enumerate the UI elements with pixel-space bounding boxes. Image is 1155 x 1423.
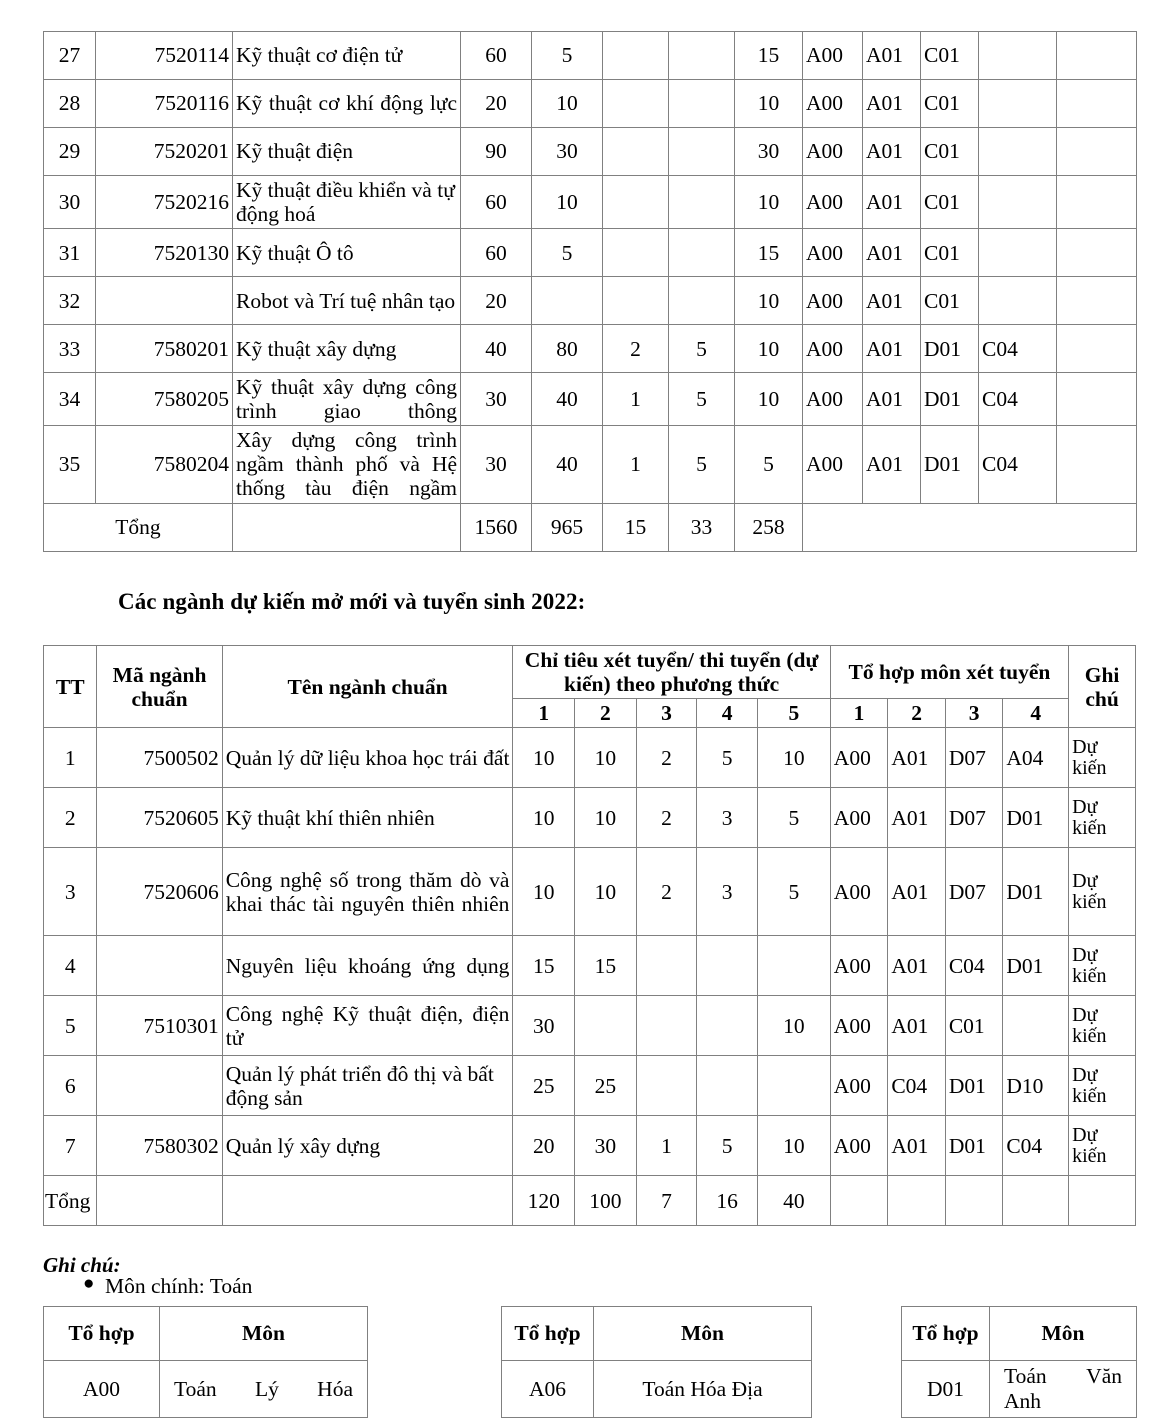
table-row: [44, 996, 1136, 1056]
cell-ten-nganh: Xây dựng công trình ngầm thành phố và Hệ thống tàu điện ngầm: [233, 426, 461, 503]
cell-ghichu: [1057, 128, 1137, 176]
cell-tohop1: A00: [803, 229, 863, 277]
cell-pt4: [697, 996, 758, 1056]
cell-ten-nganh: Công nghệ số trong thăm dò và khai thác tài nguyên thiên nhiên: [222, 848, 513, 936]
cell-pt2: [575, 996, 637, 1056]
header-chitieu-1: 1: [513, 699, 575, 728]
cell-pt3: 1: [636, 1116, 697, 1176]
cell-ten-nganh: Kỹ thuật Ô tô: [233, 229, 461, 277]
cell-tohop4: [979, 128, 1057, 176]
cell-tohop1: A00: [803, 325, 863, 373]
cell-subjects-a06: Toán Hóa Địa: [594, 1361, 812, 1418]
cell-pt4: [697, 1056, 758, 1116]
table-subject-combinations: [43, 1306, 1137, 1418]
cell-pt4: [669, 128, 735, 176]
cell-tohop3: D07: [945, 788, 1003, 848]
cell-ma-nganh: 7500502: [97, 728, 222, 788]
cell-pt5: 5: [757, 848, 830, 936]
cell-tt: 2: [44, 788, 97, 848]
cell-tohop3: D07: [945, 848, 1003, 936]
cell-total-pt4: 33: [669, 503, 735, 551]
cell-ma-nganh: [97, 936, 222, 996]
header-mon-block1: Môn: [160, 1307, 368, 1361]
cell-ghichu: Dự kiến: [1069, 728, 1136, 788]
table-row: [44, 1116, 1136, 1176]
cell-tohop3: C01: [945, 996, 1003, 1056]
cell-ma-nganh: 7580201: [96, 325, 233, 373]
cell-code-a00: A00: [44, 1361, 160, 1418]
header-tohop-2: 2: [888, 699, 946, 728]
cell-pt3: 2: [636, 728, 697, 788]
cell-ten-nganh: Quản lý phát triển đô thị và bất động sản: [222, 1056, 513, 1116]
cell-pt2: 10: [532, 80, 603, 128]
cell-total-spacer: [233, 503, 461, 551]
cell-pt1: 20: [513, 1116, 575, 1176]
cell-pt2: 25: [575, 1056, 637, 1116]
cell-total-empty-4: [1003, 1176, 1069, 1226]
cell-ten-nganh: Quản lý dữ liệu khoa học trái đất: [222, 728, 513, 788]
cell-tohop4: C04: [1003, 1116, 1069, 1176]
cell-pt4: 3: [697, 848, 758, 936]
cell-tohop2: C04: [888, 1056, 946, 1116]
cell-tt: 1: [44, 728, 97, 788]
cell-ma-nganh: 7510301: [97, 996, 222, 1056]
cell-tohop2: A01: [863, 373, 921, 426]
cell-ma-nganh: 7580205: [96, 373, 233, 426]
cell-pt5: [757, 1056, 830, 1116]
cell-tohop4: D01: [1003, 848, 1069, 936]
cell-pt3: [636, 1056, 697, 1116]
cell-tohop3: C01: [921, 176, 979, 229]
cell-total-label: Tổng: [44, 1176, 97, 1226]
cell-total-empty-5: [1069, 1176, 1136, 1226]
cell-ten-nganh: Kỹ thuật xây dựng: [233, 325, 461, 373]
cell-tohop3: C01: [921, 277, 979, 325]
cell-tohop1: A00: [830, 788, 888, 848]
cell-pt5: 5: [757, 788, 830, 848]
cell-ten-nganh: Kỹ thuật cơ điện tử: [233, 32, 461, 80]
cell-pt4: [697, 936, 758, 996]
table-current-majors-body: [44, 32, 1137, 552]
cell-tohop3: C01: [921, 80, 979, 128]
cell-total-spacer-ma: [97, 1176, 222, 1226]
cell-ma-nganh: 7580204: [96, 426, 233, 503]
cell-tt: 28: [44, 80, 96, 128]
header-tohop-4: 4: [1003, 699, 1069, 728]
cell-pt3: 1: [603, 426, 669, 503]
cell-tohop1: A00: [803, 277, 863, 325]
cell-ghichu: [1057, 229, 1137, 277]
table-row: [44, 80, 1137, 128]
cell-total-pt3: 7: [636, 1176, 697, 1226]
cell-tohop2: A01: [888, 728, 946, 788]
header-tt: TT: [44, 646, 97, 728]
cell-ghichu: [1057, 176, 1137, 229]
cell-tohop3: D01: [921, 325, 979, 373]
cell-tohop3: D01: [945, 1116, 1003, 1176]
cell-ghichu: [1057, 32, 1137, 80]
cell-pt5: 5: [735, 426, 803, 503]
spacer-cell-4: [812, 1361, 902, 1418]
cell-tohop2: A01: [863, 325, 921, 373]
cell-total-empty: [803, 503, 1137, 551]
cell-pt5: 10: [735, 277, 803, 325]
header-row-main: [44, 646, 1136, 699]
table-row: [44, 373, 1137, 426]
table-row: [44, 325, 1137, 373]
cell-ma-nganh: 7520605: [97, 788, 222, 848]
cell-code-a06: A06: [502, 1361, 594, 1418]
notes-label: Ghi chú:: [43, 1253, 121, 1277]
header-to-hop: Tổ hợp môn xét tuyển: [830, 646, 1068, 699]
cell-pt1: 20: [461, 277, 532, 325]
cell-tt: 33: [44, 325, 96, 373]
cell-pt4: 5: [669, 426, 735, 503]
cell-ma-nganh: 7520201: [96, 128, 233, 176]
cell-pt2: 5: [532, 229, 603, 277]
cell-tohop4: [979, 32, 1057, 80]
table-new-majors-body: [44, 728, 1136, 1226]
table-new-majors: [43, 645, 1136, 1226]
cell-pt1: 90: [461, 128, 532, 176]
table-total-row: [44, 1176, 1136, 1226]
cell-tohop2: A01: [888, 996, 946, 1056]
cell-pt5: 30: [735, 128, 803, 176]
cell-pt3: [603, 229, 669, 277]
spacer-cell-3: [368, 1361, 502, 1418]
cell-tohop2: A01: [863, 128, 921, 176]
cell-tohop4: [979, 176, 1057, 229]
cell-pt4: 5: [697, 1116, 758, 1176]
header-chi-tieu: Chỉ tiêu xét tuyển/ thi tuyển (dự kiến) theo phương thức: [513, 646, 830, 699]
cell-tt: 6: [44, 1056, 97, 1116]
notes-list: [43, 1274, 252, 1299]
cell-pt5: 15: [735, 32, 803, 80]
cell-subjects-d01: Toán Văn Anh: [990, 1361, 1137, 1418]
cell-pt1: 15: [513, 936, 575, 996]
cell-ma-nganh: 7580302: [97, 1116, 222, 1176]
cell-total-pt2: 100: [575, 1176, 637, 1226]
header-chitieu-3: 3: [636, 699, 697, 728]
cell-ghichu: Dự kiến: [1069, 996, 1136, 1056]
cell-tohop2: A01: [888, 936, 946, 996]
cell-ma-nganh: 7520130: [96, 229, 233, 277]
cell-pt3: [603, 277, 669, 325]
cell-pt3: 2: [636, 848, 697, 936]
cell-ten-nganh: Nguyên liệu khoáng ứng dụng: [222, 936, 513, 996]
cell-tohop3: C01: [921, 32, 979, 80]
cell-tohop2: A01: [888, 788, 946, 848]
cell-ma-nganh: 7520216: [96, 176, 233, 229]
header-ghi-chu: Ghi chú: [1069, 646, 1136, 728]
header-ten-nganh: Tên ngành chuẩn: [222, 646, 513, 728]
list-item: [83, 1273, 253, 1299]
header-tohop-block3: Tổ hợp: [902, 1307, 990, 1361]
cell-pt2: 40: [532, 373, 603, 426]
cell-tohop1: A00: [830, 1056, 888, 1116]
cell-ten-nganh: Kỹ thuật điện: [233, 128, 461, 176]
cell-tt: 31: [44, 229, 96, 277]
table-new-majors-header: [44, 646, 1136, 728]
cell-ghichu: [1057, 426, 1137, 503]
cell-pt4: [669, 80, 735, 128]
cell-tohop2: A01: [863, 229, 921, 277]
cell-tt: 30: [44, 176, 96, 229]
cell-pt2: 10: [575, 848, 637, 936]
header-chitieu-2: 2: [575, 699, 637, 728]
cell-pt2: 80: [532, 325, 603, 373]
cell-ten-nganh: Robot và Trí tuệ nhân tạo: [233, 277, 461, 325]
cell-pt5: 10: [757, 996, 830, 1056]
cell-pt3: [603, 176, 669, 229]
cell-pt5: 10: [735, 176, 803, 229]
cell-ma-nganh: 7520116: [96, 80, 233, 128]
cell-pt2: 10: [575, 788, 637, 848]
cell-ghichu: Dự kiến: [1069, 1116, 1136, 1176]
cell-tohop1: A00: [830, 728, 888, 788]
cell-pt1: 10: [513, 848, 575, 936]
cell-tt: 27: [44, 32, 96, 80]
cell-tohop2: A01: [863, 80, 921, 128]
cell-pt1: 25: [513, 1056, 575, 1116]
cell-pt3: 2: [636, 788, 697, 848]
cell-ghichu: Dự kiến: [1069, 936, 1136, 996]
table-row: [44, 936, 1136, 996]
header-chitieu-5: 5: [757, 699, 830, 728]
cell-ten-nganh: Kỹ thuật xây dựng công trình giao thông: [233, 373, 461, 426]
cell-tohop2: A01: [888, 848, 946, 936]
table-row: [44, 32, 1137, 80]
cell-ten-nganh: Công nghệ Kỹ thuật điện, điện tử: [222, 996, 513, 1056]
cell-pt1: 20: [461, 80, 532, 128]
cell-tohop4: [1003, 996, 1069, 1056]
cell-pt4: 3: [697, 788, 758, 848]
cell-pt3: 2: [603, 325, 669, 373]
table-row: [44, 176, 1137, 229]
cell-tt: 4: [44, 936, 97, 996]
cell-total-empty-3: [945, 1176, 1003, 1226]
cell-pt5: 10: [757, 728, 830, 788]
cell-pt2: 30: [532, 128, 603, 176]
cell-tohop3: C01: [921, 128, 979, 176]
cell-ma-nganh: [96, 277, 233, 325]
cell-pt1: 10: [513, 788, 575, 848]
cell-pt1: 40: [461, 325, 532, 373]
cell-tt: 7: [44, 1116, 97, 1176]
cell-ten-nganh: Kỹ thuật cơ khí động lực: [233, 80, 461, 128]
cell-ten-nganh: Kỹ thuật khí thiên nhiên: [222, 788, 513, 848]
cell-tohop2: A01: [863, 277, 921, 325]
table-row: [44, 788, 1136, 848]
cell-tohop1: A00: [803, 176, 863, 229]
cell-tohop1: A00: [803, 373, 863, 426]
cell-tohop1: A00: [803, 32, 863, 80]
table-row: [44, 848, 1136, 936]
cell-tohop4: [979, 229, 1057, 277]
cell-tt: 32: [44, 277, 96, 325]
cell-code-d01: D01: [902, 1361, 990, 1418]
cell-ma-nganh: 7520114: [96, 32, 233, 80]
cell-tohop1: A00: [830, 936, 888, 996]
cell-tohop1: A00: [803, 128, 863, 176]
cell-total-pt1: 120: [513, 1176, 575, 1226]
cell-total-pt4: 16: [697, 1176, 758, 1226]
cell-pt4: 5: [669, 325, 735, 373]
cell-pt5: 10: [757, 1116, 830, 1176]
list-item-label: Môn chính: Toán: [105, 1274, 253, 1298]
cell-total-spacer-ten: [222, 1176, 513, 1226]
cell-tt: 35: [44, 426, 96, 503]
cell-pt4: [669, 32, 735, 80]
cell-tohop1: A00: [830, 848, 888, 936]
cell-pt3: [603, 80, 669, 128]
cell-pt5: 10: [735, 80, 803, 128]
cell-pt1: 60: [461, 176, 532, 229]
cell-tohop4: C04: [979, 373, 1057, 426]
cell-total-pt2: 965: [532, 503, 603, 551]
cell-total-pt1: 1560: [461, 503, 532, 551]
cell-tt: 5: [44, 996, 97, 1056]
spacer-cell-1: [368, 1307, 502, 1361]
cell-ghichu: Dự kiến: [1069, 1056, 1136, 1116]
cell-tohop1: A00: [803, 426, 863, 503]
header-tohop-3: 3: [945, 699, 1003, 728]
cell-pt4: 5: [697, 728, 758, 788]
header-mon-block2: Môn: [594, 1307, 812, 1361]
cell-tohop1: A00: [830, 996, 888, 1056]
cell-ghichu: Dự kiến: [1069, 848, 1136, 936]
cell-ma-nganh: [97, 1056, 222, 1116]
cell-pt2: 10: [575, 728, 637, 788]
cell-pt2: 30: [575, 1116, 637, 1176]
table-current-majors: [43, 31, 1137, 552]
cell-tt: 34: [44, 373, 96, 426]
cell-tohop3: D01: [921, 426, 979, 503]
cell-pt3: 1: [603, 373, 669, 426]
cell-tohop4: D01: [1003, 788, 1069, 848]
cell-tohop4: D01: [1003, 936, 1069, 996]
cell-tohop1: A00: [830, 1116, 888, 1176]
cell-pt3: [636, 936, 697, 996]
cell-pt3: [603, 32, 669, 80]
cell-ghichu: Dự kiến: [1069, 788, 1136, 848]
cell-pt5: 10: [735, 373, 803, 426]
cell-tt: 3: [44, 848, 97, 936]
header-tohop-1: 1: [830, 699, 888, 728]
cell-pt5: 10: [735, 325, 803, 373]
cell-total-pt3: 15: [603, 503, 669, 551]
cell-ma-nganh: 7520606: [97, 848, 222, 936]
cell-pt2: [532, 277, 603, 325]
table-subject-combinations-body: [44, 1307, 1137, 1418]
header-tohop-block1: Tổ hợp: [44, 1307, 160, 1361]
cell-tohop4: A04: [1003, 728, 1069, 788]
table-row: [44, 728, 1136, 788]
cell-pt2: 15: [575, 936, 637, 996]
cell-tohop2: A01: [888, 1116, 946, 1176]
cell-total-empty-1: [830, 1176, 888, 1226]
cell-tohop4: C04: [979, 325, 1057, 373]
cell-ghichu: [1057, 80, 1137, 128]
cell-pt2: 10: [532, 176, 603, 229]
table-row: [44, 229, 1137, 277]
cell-tohop3: D07: [945, 728, 1003, 788]
table-total-row: [44, 503, 1137, 551]
bullet-icon: ●: [83, 1273, 95, 1294]
cell-pt4: [669, 176, 735, 229]
cell-ten-nganh: Kỹ thuật điều khiển và tự động hoá: [233, 176, 461, 229]
cell-tohop2: A01: [863, 426, 921, 503]
header-mon-block3: Môn: [990, 1307, 1137, 1361]
cell-pt1: 30: [461, 426, 532, 503]
cell-pt4: [669, 277, 735, 325]
table-row: [44, 128, 1137, 176]
cell-ghichu: [1057, 373, 1137, 426]
cell-tohop3: C01: [921, 229, 979, 277]
cell-pt1: 30: [461, 373, 532, 426]
cell-pt2: 5: [532, 32, 603, 80]
cell-pt4: 5: [669, 373, 735, 426]
cell-tohop4: [979, 80, 1057, 128]
cell-pt5: [757, 936, 830, 996]
table-row: [44, 277, 1137, 325]
table-row: [44, 1361, 1137, 1418]
cell-pt4: [669, 229, 735, 277]
cell-ghichu: [1057, 325, 1137, 373]
cell-tohop4: C04: [979, 426, 1057, 503]
cell-pt1: 30: [513, 996, 575, 1056]
cell-tohop3: C04: [945, 936, 1003, 996]
cell-total-label: Tổng: [44, 503, 233, 551]
cell-tohop3: D01: [921, 373, 979, 426]
cell-tohop2: A01: [863, 32, 921, 80]
cell-pt1: 60: [461, 32, 532, 80]
cell-total-pt5: 258: [735, 503, 803, 551]
cell-total-empty-2: [888, 1176, 946, 1226]
cell-ten-nganh: Quản lý xây dựng: [222, 1116, 513, 1176]
cell-pt2: 40: [532, 426, 603, 503]
cell-ghichu: [1057, 277, 1137, 325]
header-ma-nganh: Mã ngành chuẩn: [97, 646, 222, 728]
header-tohop-block2: Tổ hợp: [502, 1307, 594, 1361]
cell-tt: 29: [44, 128, 96, 176]
cell-pt3: [636, 996, 697, 1056]
cell-tohop1: A00: [803, 80, 863, 128]
table-row: [44, 1056, 1136, 1116]
cell-total-pt5: 40: [757, 1176, 830, 1226]
cell-tohop4: D10: [1003, 1056, 1069, 1116]
cell-subjects-a00: Toán Lý Hóa: [160, 1361, 368, 1418]
spacer-cell-2: [812, 1307, 902, 1361]
cell-tohop3: D01: [945, 1056, 1003, 1116]
cell-pt1: 10: [513, 728, 575, 788]
cell-pt3: [603, 128, 669, 176]
cell-pt5: 15: [735, 229, 803, 277]
table-row: [44, 426, 1137, 503]
cell-tohop2: A01: [863, 176, 921, 229]
header-chitieu-4: 4: [697, 699, 758, 728]
header-row: [44, 1307, 1137, 1361]
section-heading: Các ngành dự kiến mở mới và tuyển sinh 2022:: [118, 589, 586, 614]
cell-pt1: 60: [461, 229, 532, 277]
cell-tohop4: [979, 277, 1057, 325]
